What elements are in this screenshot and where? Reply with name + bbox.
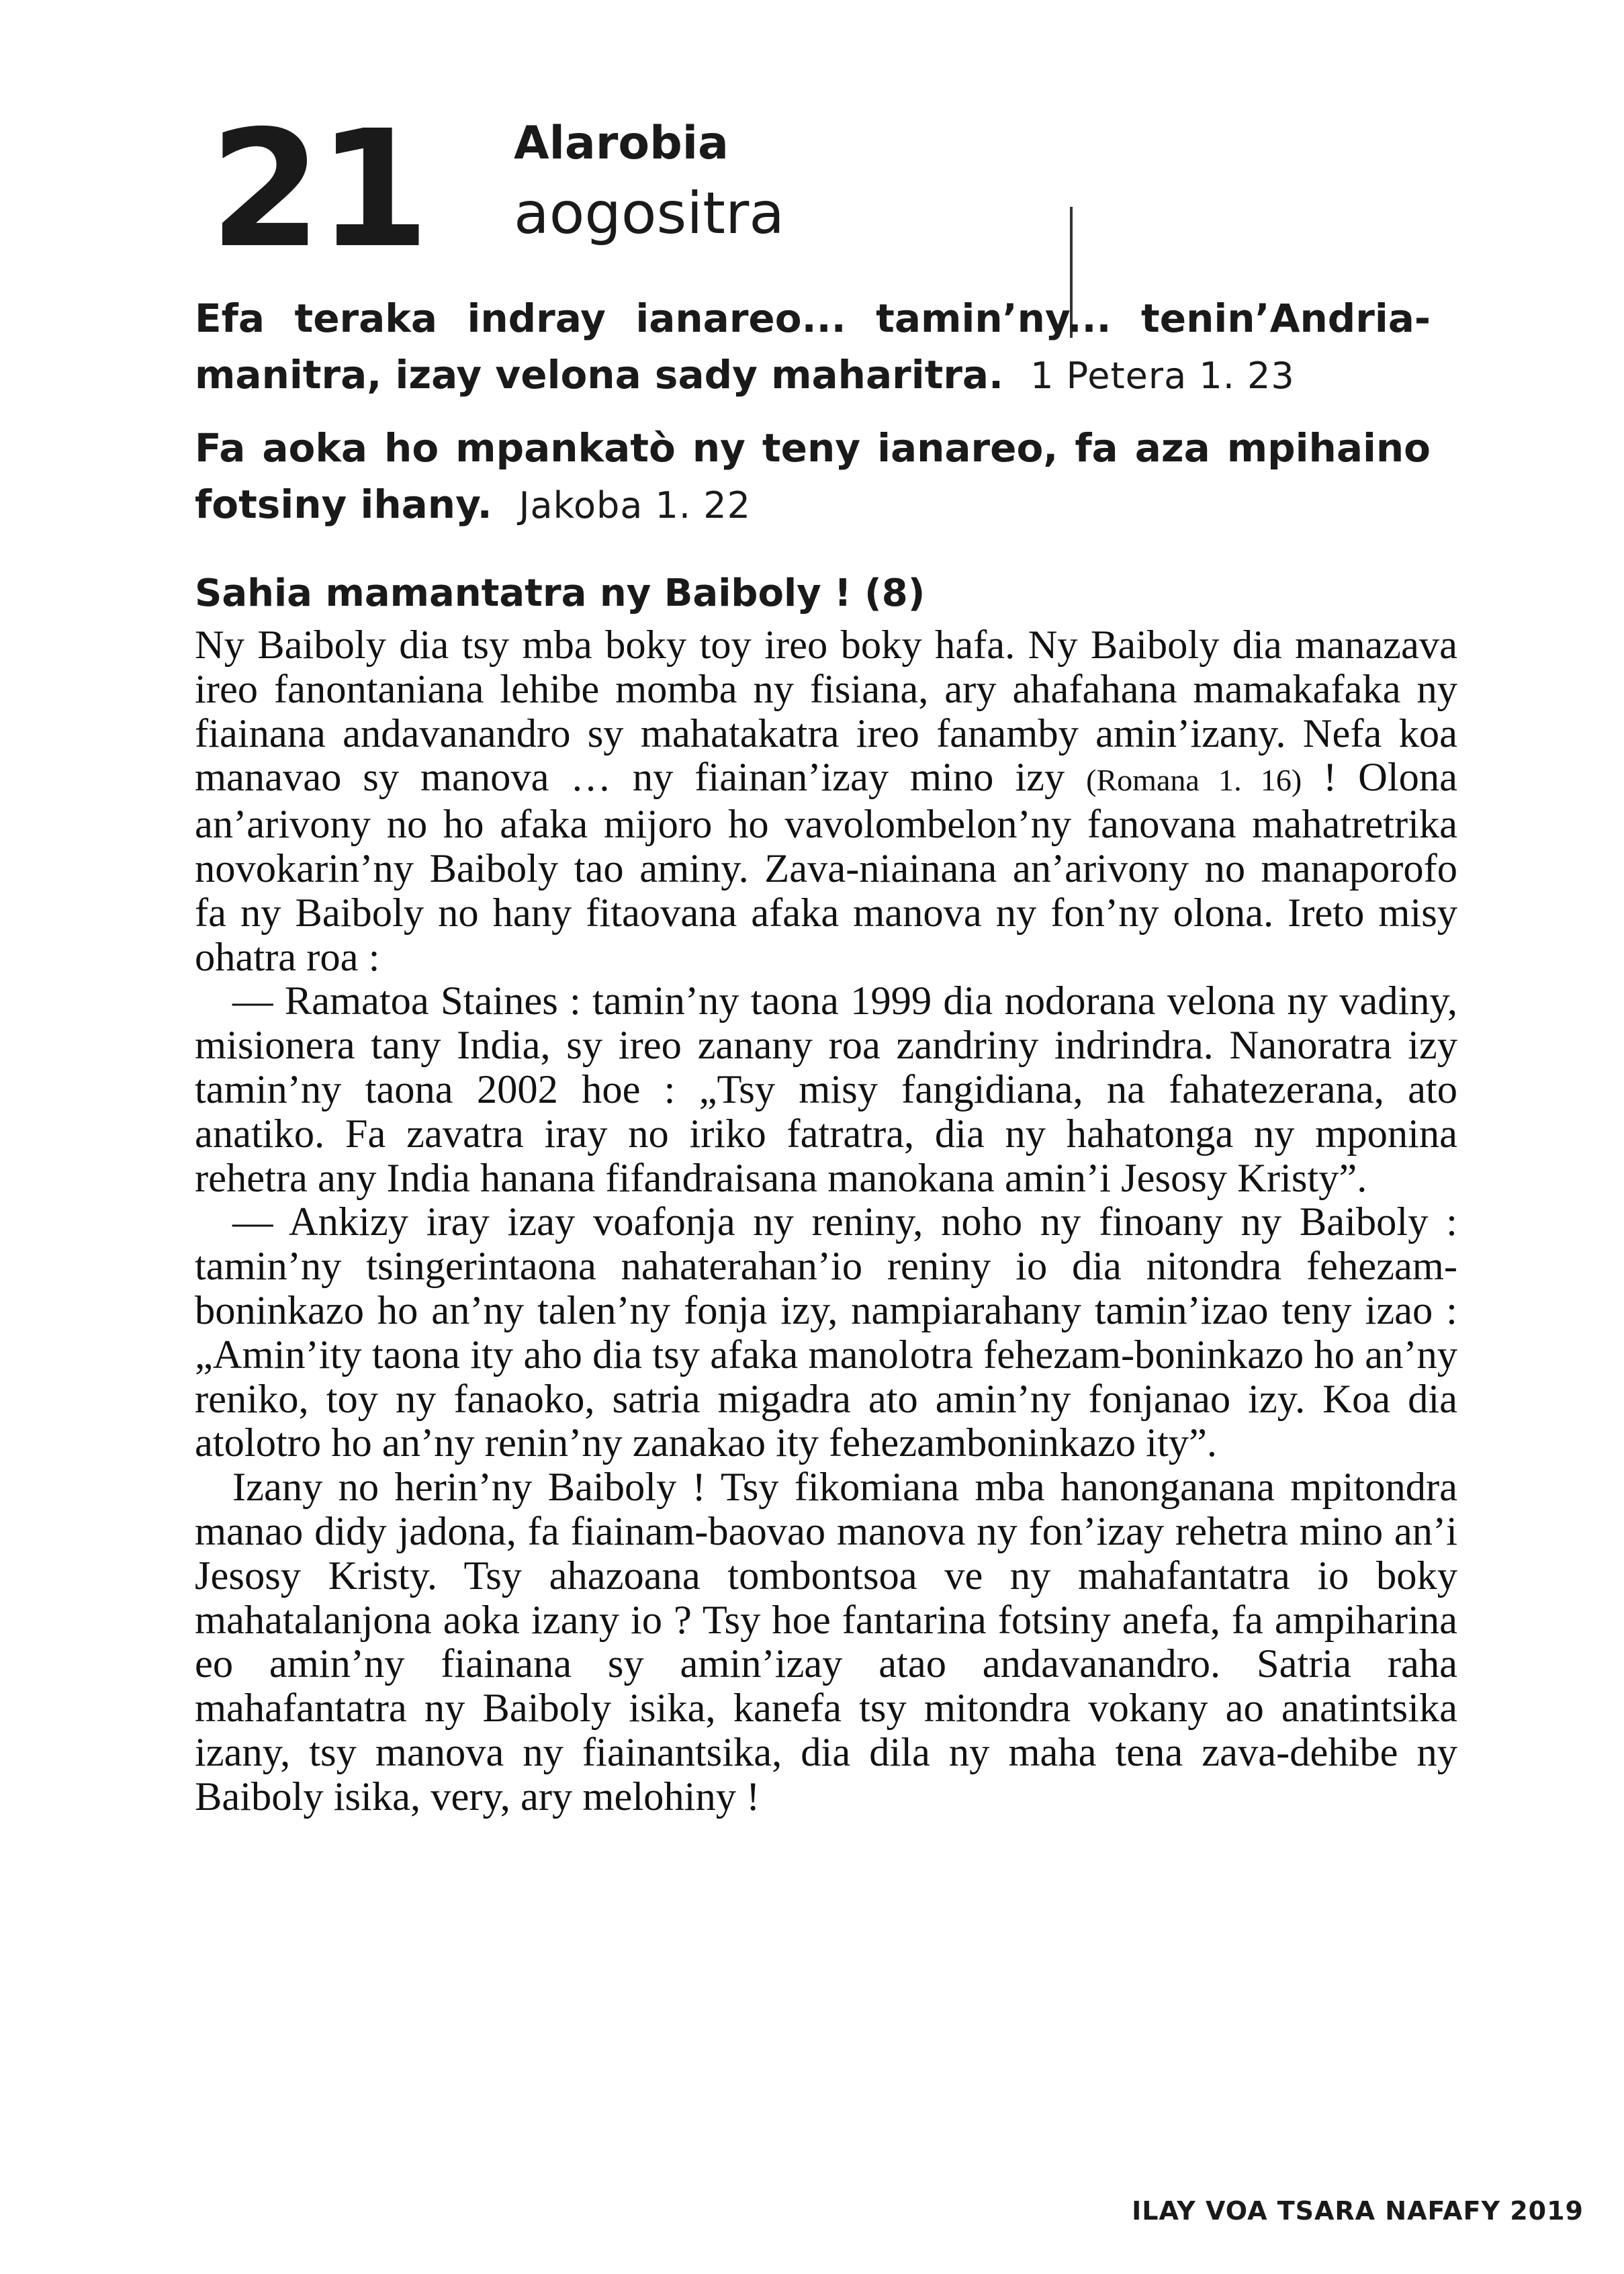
verse-1-reference: 1 Petera 1. 23	[1030, 355, 1295, 397]
paragraph-4: Izany no herin’ny Baiboly ! Tsy fikomiana mba hanonganana mpitondra manao didy jadona, fa fiainam-baovao manova ny fon’izay rehetra mino an’i Jesosy Kristy. Tsy ahazoana tombontsoa ve ny mahafantatra io boky mahatalanjona aoka izany io ? Tsy hoe fantarina fotsiny anefa, fa ampiharina eo amin’ny fiainana sy amin’izay atao andavanandro. Satria raha mahafantatra ny Baiboly isika, kanefa tsy mitondra vokany ao anatintsika izany, tsy manova ny fiainantsika, dia dila ny maha tena zava-dehibe ny Baiboly isika, very, ary melohiny !	[195, 1465, 1457, 1819]
paragraph-1-text-b: ! Olona an’arivony no ho afaka mijoro ho vavolombelon’ny fanovana mahatretrika novokarin’ny Baiboly tao aminy. Zava-niainana an’arivony no manaporofo fa ny Baiboly no hany fitaovana afaka manova ny fon’ny olona. Ireto misy ohatra roa :	[195, 755, 1458, 980]
weekday: Alarobia	[514, 117, 729, 170]
verse-2-text: Fa aoka ho mpankatò ny teny ianareo, fa aza mpihaino fotsiny ihany.	[195, 425, 1431, 527]
day-number: 21	[210, 95, 426, 283]
paragraph-3: — Ankizy iray izay voafonja ny reniny, noho ny finoany ny Baiboly : tamin’ny tsingerintaona nahaterahan’io reniny io dia nitondra fehezam-boninkazo ho an’ny talen’ny fonja izy, nampiarahany tamin’izao teny izao : „Amin’ity taona ity aho dia tsy afaka manolotra fehezam-boninkazo ho an’ny reniko, toy ny fanaoko, satria migadra ato amin’ny fonjanao izy. Koa dia atolotro ho an’ny renin’ny zanakao ity fehezamboninkazo ity”.	[195, 1199, 1457, 1466]
paragraph-1-text-a: Ny Baiboly dia tsy mba boky toy ireo boky hafa. Ny Baiboly dia manazava ireo fanontaniana lehibe momba ny fisiana, ary ahafahana mamakafaka ny fiainana andavanandro sy mahatakatra ireo fanamby amin’izany. Nefa koa manavao sy manova … ny fiainan’izay mino izy	[195, 623, 1457, 801]
footer-publication: ILAY VOA TSARA NAFAFY 2019	[1132, 2196, 1584, 2226]
article-title: Sahia mamantatra ny Baiboly ! (8)	[195, 572, 926, 615]
verse-2	[195, 420, 1431, 534]
paragraph-2: — Ramatoa Staines : tamin’ny taona 1999 dia nodorana velona ny vadiny, misionera tany India, sy ireo zanany roa zandriny indrindra. Nanoratra izy tamin’ny taona 2002 hoe : „Tsy misy fangidiana, na fahatezerana, ato anatiko. Fa zavatra iray no iriko fatratra, dia ny hahatonga ny mponina rehetra any India hanana fifandraisana manokana amin’i Jesosy Kristy”.	[195, 979, 1457, 1201]
verse-1-text: Efa teraka indray ianareo... tamin’ny... tenin’Andriamanitra, izay velona sady maharitra.	[195, 295, 1431, 398]
scripture-reference: (Romana 1. 16)	[1086, 763, 1302, 798]
verse-1	[195, 290, 1431, 404]
month: aogositra	[514, 180, 784, 247]
paragraph-1	[195, 623, 1457, 979]
verse-2-reference: Jakoba 1. 22	[518, 484, 751, 527]
article-body	[195, 623, 1457, 1819]
